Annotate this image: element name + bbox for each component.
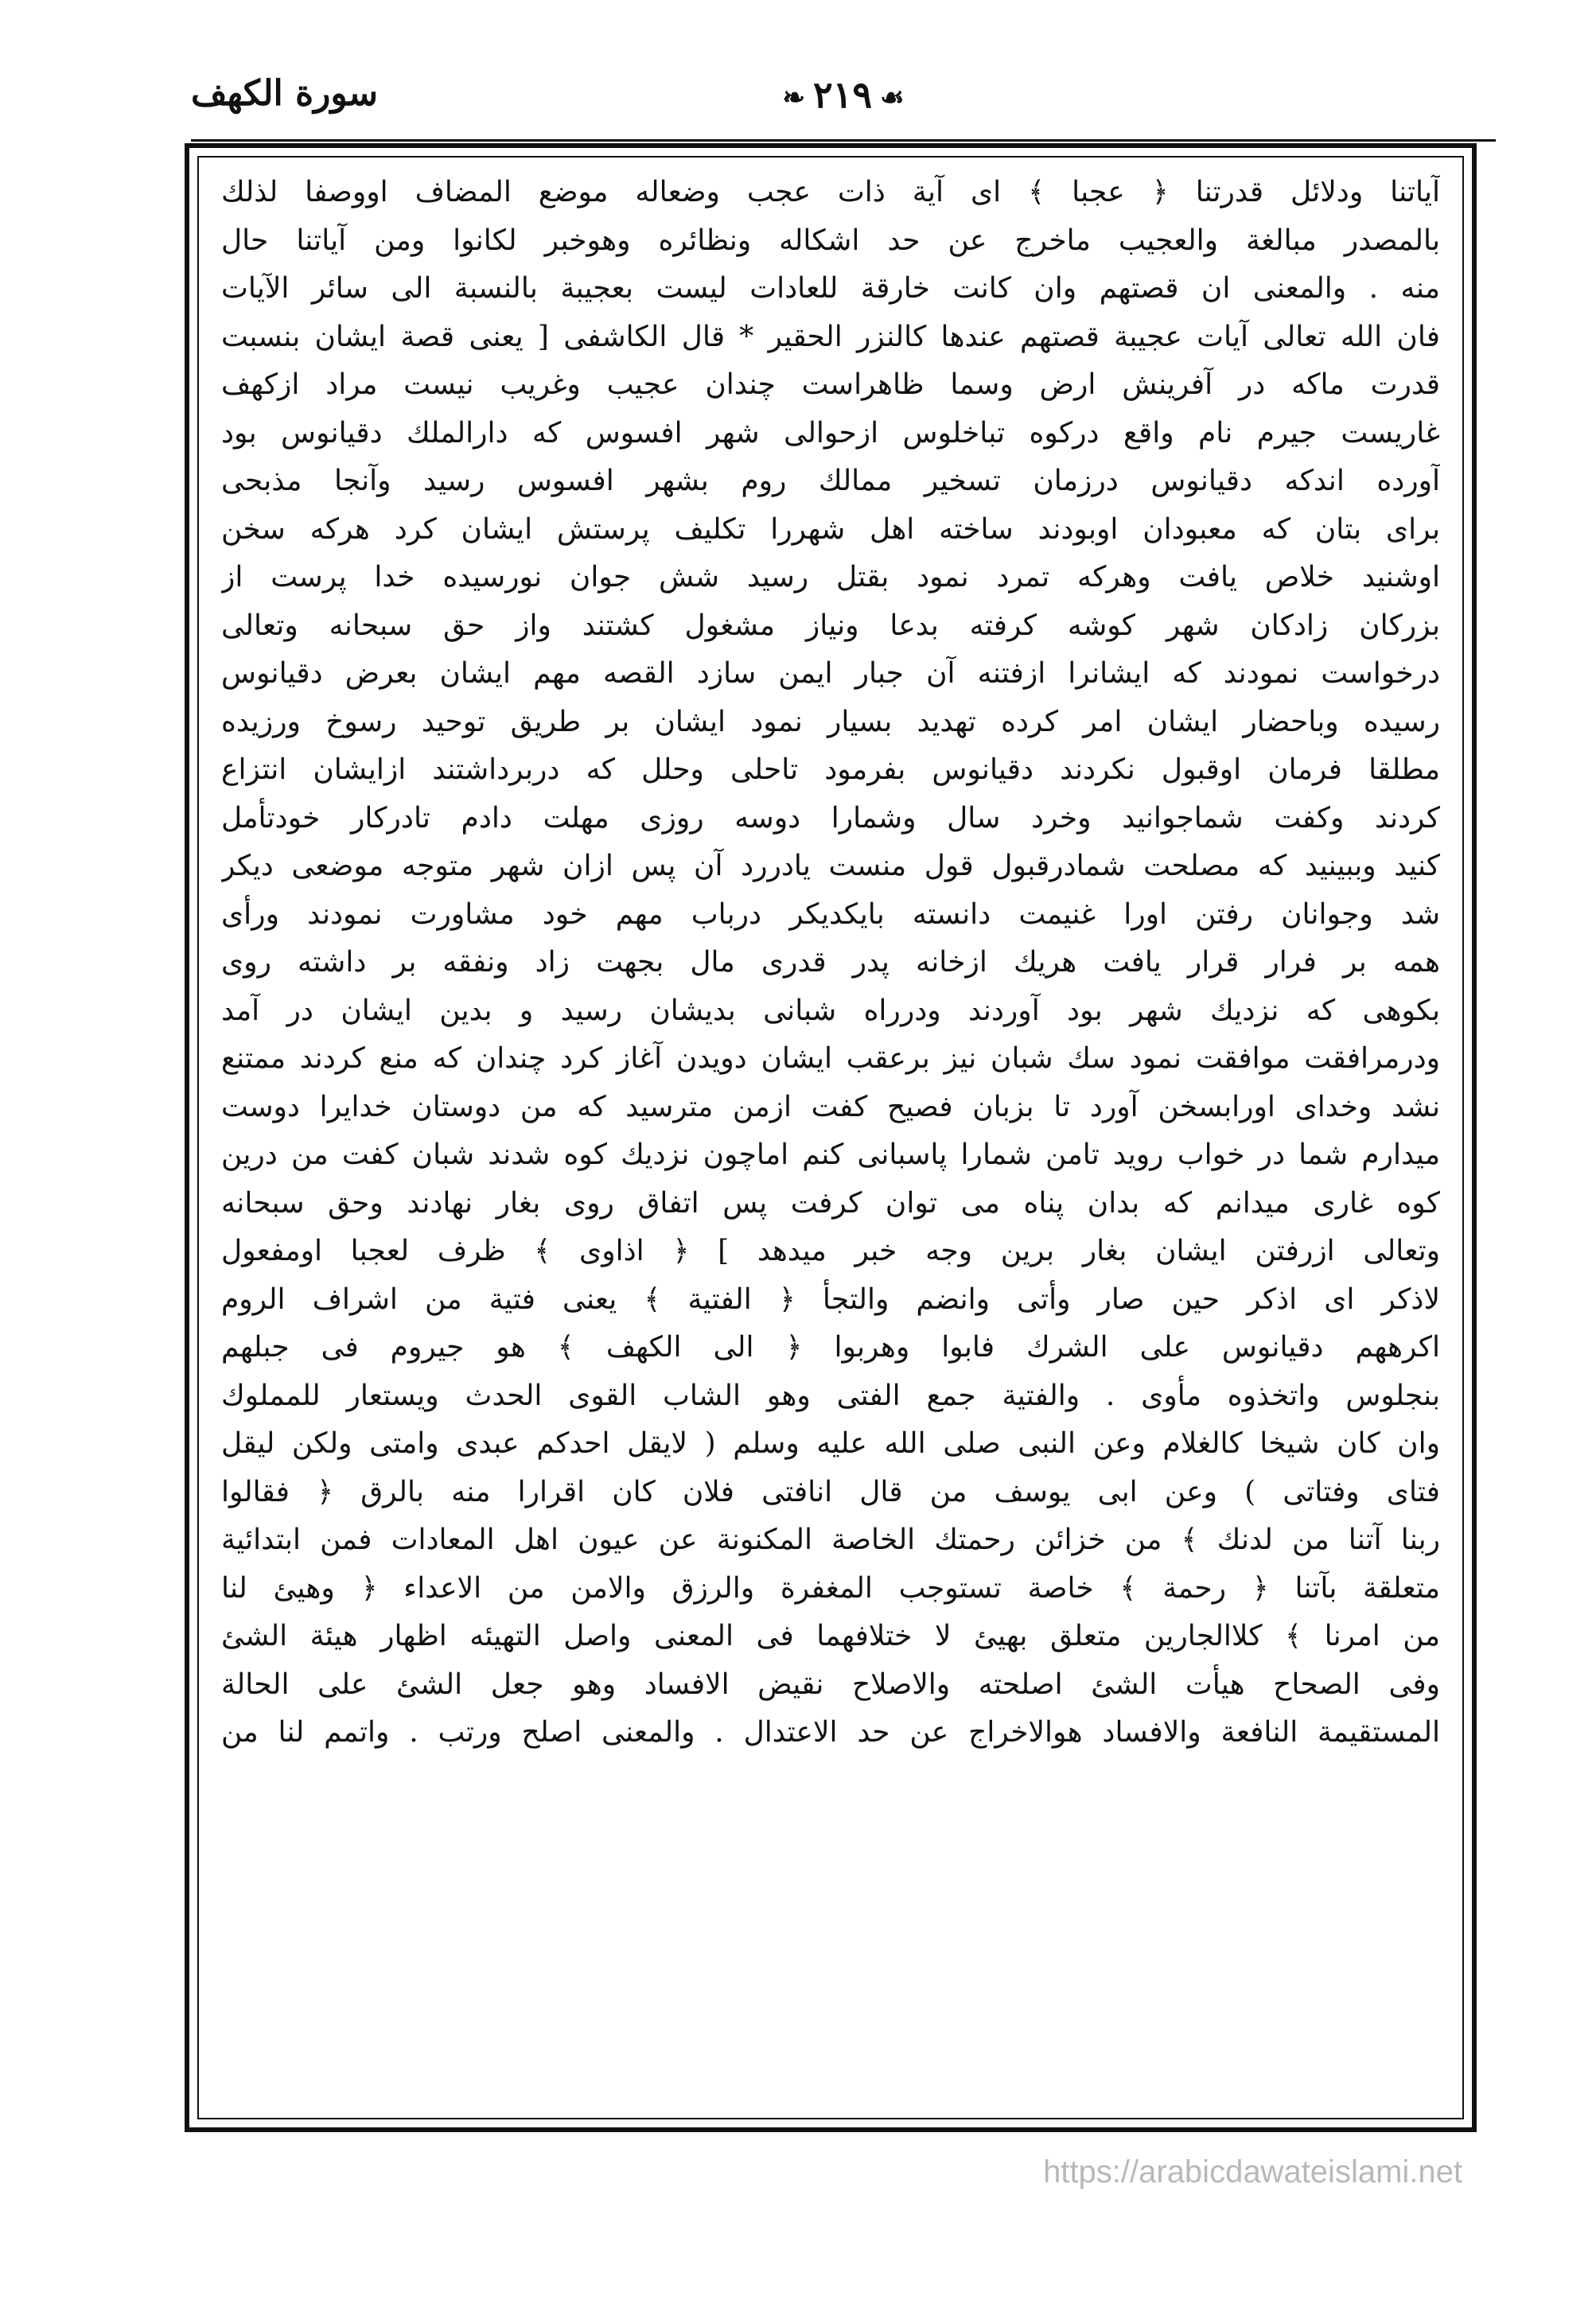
main-text	[221, 169, 1440, 2110]
text-line: كوه غارى ميدانم كه بدان پناه مى توان كرفت پس اتفاق روى بغار نهادند وحق سبحانه	[221, 1186, 1440, 1220]
text-line: وان كان شيخا كالغلام وعن النبى صلى الله عليه وسلم ( لايقل احدكم عبدى وامتى ولكن ليقل	[221, 1427, 1440, 1460]
text-line: بنجلوس واتخذوه مأوى . والفتية جمع الفتى وهو الشاب القوى الحدث ويستعار للمملوك	[221, 1379, 1440, 1412]
text-line: فان الله تعالى آيات عجيبة قصتهم عندها كالنزر الحقير * قال الكاشفى [ يعنى قصة ايشان بنسبت	[221, 320, 1440, 353]
text-line: بكوهى كه نزديك شهر بود آوردند ودرراه شبانى بديشان رسيد و بدين ايشان در آمد	[221, 994, 1440, 1027]
text-line: مطلقا فرمان اوقبول نكردند دقيانوس بفرمود تاحلى وحلل كه دربرداشتند ازايشان انتزاع	[221, 753, 1440, 786]
text-line: آياتنا ودلائل قدرتنا ﴿ عجبا ﴾ اى آية ذات عجب وضعاله موضع المضاف اووصفا لذلك	[221, 176, 1440, 208]
text-line: وفى الصحاح هيأت الشئ اصلحته والاصلاح نقيض الافساد وهو جعل الشئ على الحالة	[221, 1668, 1440, 1701]
text-line: لاذكر اى اذكر حين صار وأتى وانضم والتجأ ﴿ الفتية ﴾ يعنى فتية من اشراف الروم	[221, 1282, 1440, 1316]
ornament-left-icon: ❧	[782, 82, 805, 114]
text-line: ميدارم شما در خواب رويد تامن شمارا پاسبانى كنم اماچون نزديك كوه شدند شبان كفت من درين	[221, 1138, 1440, 1171]
text-line: قدرت ماكه در آفرينش ارض وسما ظاهراست چندان عجيب وغريب نيست مراد ازكهف	[221, 368, 1440, 401]
text-line: غاريست جيرم نام واقع دركوه تباخلوس ازحوالى شهر افسوس كه دارالملك دقيانوس بود	[221, 416, 1440, 449]
page-header	[191, 73, 1480, 137]
text-line: ربنا آتنا من لدنك ﴾ من خزائن رحمتك الخاصة المكنونة عن عيون اهل المعادات فمن ابتدائية	[221, 1524, 1440, 1556]
header-divider	[191, 139, 1496, 142]
text-line: من امرنا ﴾ كلاالجارين متعلق بهيئ لا ختلافهما فى المعنى واصل التهيئه اظهار هيئة الشئ	[221, 1620, 1440, 1652]
text-line: شد وجوانان رفتن اورا غنيمت دانسته بايكديكر درباب مهم خود مشاورت نمودند ورأى	[221, 897, 1440, 931]
text-line: اوشنيد خلاص يافت وهركه تمرد نمود بقتل رسيد شش جوان نورسيده خدا پرست از	[221, 561, 1440, 593]
surah-name: سورة الكهف	[191, 73, 378, 114]
text-line: آورده اندكه دقيانوس درزمان تسخير ممالك روم بشهر افسوس رسيد وآنجا مذبحى	[221, 465, 1440, 497]
watermark-url: https://arabicdawateislami.net	[1043, 2154, 1462, 2189]
text-line: بالمصدر مبالغة والعجيب ماخرج عن حد اشكاله ونظائره وهوخبر لكانوا ومن آياتنا حال	[221, 224, 1440, 257]
text-line: المستقيمة النافعة والافساد هوالاخراج عن حد الاعتدال . والمعنى اصلح ورتب . واتمم لنا من	[221, 1716, 1440, 1749]
text-line: وتعالى ازرفتن ايشان بغار برين وجه خبر ميدهد ] ﴿ اذاوى ﴾ ظرف لعجبا اومفعول	[221, 1235, 1440, 1267]
text-line: اكرههم دقيانوس على الشرك فابوا وهربوا ﴿ الى الكهف ﴾ هو جيروم فى جبلهم	[221, 1331, 1440, 1364]
text-line: همه بر فرار قرار يافت هريك ازخانه پدر قدرى مال بجهت زاد ونفقه بر داشته روى	[221, 946, 1440, 979]
text-line: ودرمرافقت موافقت نمود سك شبان نيز برعقب ايشان دويدن آغاز كرد چندان كه منع كردند ممتنع	[221, 1042, 1440, 1075]
text-line: منه . والمعنى ان قصتهم وان كانت خارقة للعادات ليست بعجيبة بالنسبة الى سائر الآيات	[221, 272, 1440, 305]
text-line: براى بتان كه معبودان اوبودند ساخته اهل شهررا تكليف پرستش ايشان كرد هركه سخن	[221, 512, 1440, 546]
text-line: كنيد وببينيد كه مصلحت شمادرقبول قول منست يادررد آن پس ازان شهر متوجه موضعى ديكر	[221, 850, 1440, 882]
ornament-right-icon: ☙	[880, 82, 905, 114]
text-line: درخواست نمودند كه ايشانرا ازفتنه آن جبار ايمن سازد القصه مهم ايشان بعرض دقيانوس	[221, 657, 1440, 690]
page-number-group	[716, 73, 971, 116]
text-line: فتاى وفتاتى ) وعن ابى يوسف من قال انافتى فلان كان اقرارا منه بالرق ﴿ فقالوا	[221, 1475, 1440, 1508]
page-number: ٢١٩	[812, 73, 873, 116]
text-line: نشد وخداى اورابسخن آورد تا بزبان فصيح كفت ازمن مترسيد كه من دوستان خدايرا دوست	[221, 1090, 1440, 1123]
text-line: رسيده وباحضار ايشان امر كرده تهديد بسيار نمود ايشان بر طريق توحيد رسوخ ورزيده	[221, 705, 1440, 738]
text-line: كردند وكفت شماجوانيد وخرد سال وشمارا دوسه روزى مهلت دادم تادركار خودتأمل	[221, 801, 1440, 835]
text-line: متعلقة بآتنا ﴿ رحمة ﴾ خاصة تستوجب المغفرة والرزق والامن من الاعداء ﴿ وهيئ لنا	[221, 1571, 1440, 1605]
text-line: بزركان زادكان شهر كوشه كرفته بدعا ونياز مشغول كشتند واز حق سبحانه وتعالى	[221, 609, 1440, 642]
